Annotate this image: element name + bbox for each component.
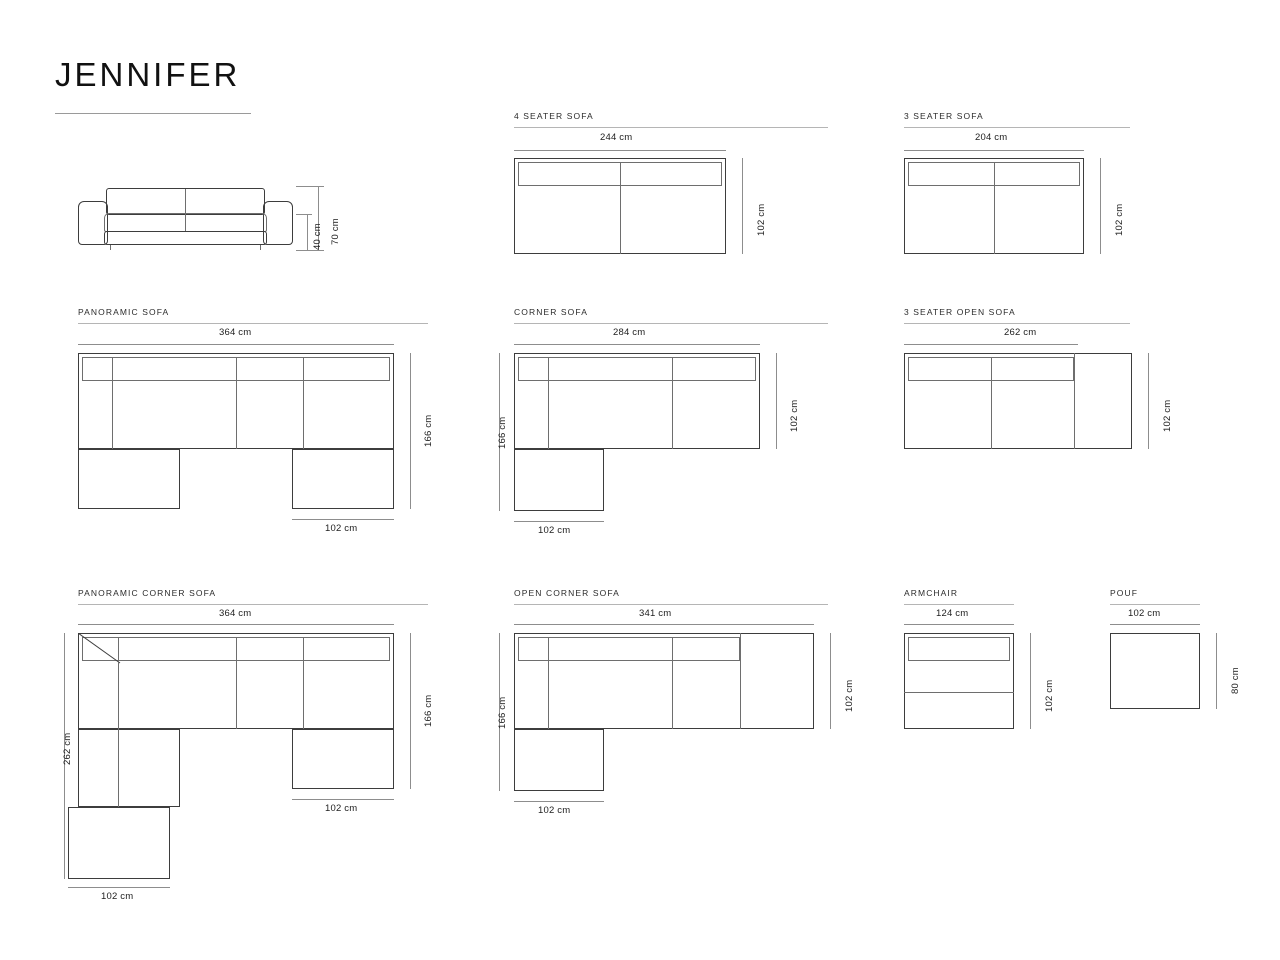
- open-corner-side-depth-label: 166 cm: [497, 696, 508, 729]
- panoramic-back-split-1: [112, 357, 113, 381]
- panoramic-corner-depth-line: [410, 633, 411, 789]
- three-seater-open-seat-split: [991, 381, 992, 449]
- four-seater-back-split: [620, 162, 621, 186]
- open-corner-back-split-2: [672, 637, 673, 661]
- panoramic-seat-split-3: [303, 381, 304, 449]
- panoramic-width-label: 364 cm: [219, 327, 252, 338]
- armchair-depth-label: 102 cm: [1044, 679, 1055, 712]
- corner-width-label: 284 cm: [613, 327, 646, 338]
- title-divider: [55, 113, 251, 114]
- section-label-pouf: POUF: [1110, 588, 1139, 598]
- pouf-depth-line: [1216, 633, 1217, 709]
- panoramic-seat-split-1: [112, 381, 113, 449]
- four-seater-depth-label: 102 cm: [756, 203, 767, 236]
- section-rule-3-seater-open: [904, 323, 1130, 324]
- panoramic-corner-arm-depth-label: 102 cm: [325, 803, 358, 814]
- section-label-panoramic: PANORAMIC SOFA: [78, 307, 170, 317]
- corner-side-depth-label: 166 cm: [497, 416, 508, 449]
- open-corner-width-line: [514, 624, 814, 625]
- panoramic-corner-left-leg: [78, 729, 180, 807]
- section-rule-open-corner: [514, 604, 828, 605]
- three-seater-seat-split: [994, 186, 995, 254]
- open-corner-seat-split-2: [672, 661, 673, 729]
- panoramic-arm-depth-label: 102 cm: [325, 523, 358, 534]
- corner-seat-split-2: [672, 381, 673, 449]
- panoramic-corner-right-chaise: [292, 729, 394, 789]
- panoramic-corner-left-leg-split: [118, 661, 119, 807]
- section-label-3-seater: 3 SEATER SOFA: [904, 111, 984, 121]
- open-corner-backrest: [518, 637, 740, 661]
- corner-back-split-2: [672, 357, 673, 381]
- perspective-seat-tick: [296, 214, 312, 215]
- section-rule-4-seater: [514, 127, 828, 128]
- section-label-4-seater: 4 SEATER SOFA: [514, 111, 594, 121]
- panoramic-right-chaise: [292, 449, 394, 509]
- perspective-height-tick-bottom: [296, 250, 324, 251]
- panoramic-corner-foot-depth-line: [68, 887, 170, 888]
- pouf-width-label: 102 cm: [1128, 608, 1161, 619]
- panoramic-back-split-2: [236, 357, 237, 381]
- four-seater-width-line: [514, 150, 726, 151]
- panoramic-corner-foot-depth-label: 102 cm: [101, 891, 134, 902]
- open-corner-depth-label: 102 cm: [844, 679, 855, 712]
- perspective-height-tick-top: [296, 186, 324, 187]
- three-seater-open-width-label: 262 cm: [1004, 327, 1037, 338]
- perspective-seatheight-line: [307, 214, 308, 250]
- panoramic-corner-diagonal: [78, 633, 122, 665]
- corner-depth-line: [776, 353, 777, 449]
- three-seater-depth-label: 102 cm: [1114, 203, 1125, 236]
- section-rule-3-seater: [904, 127, 1130, 128]
- open-corner-seat-split-1: [548, 661, 549, 729]
- panoramic-width-line: [78, 344, 394, 345]
- panoramic-left-chaise: [78, 449, 180, 509]
- three-seater-open-width-line: [904, 344, 1078, 345]
- perspective-seat-height-label: 40 cm: [312, 223, 323, 250]
- three-seater-depth-line: [1100, 158, 1101, 254]
- perspective-total-height-label: 70 cm: [330, 218, 341, 245]
- seat-split: [185, 214, 186, 231]
- panoramic-corner-back-split-2: [236, 637, 237, 661]
- perspective-sofa-drawing: [78, 185, 293, 250]
- panoramic-corner-depth-label: 166 cm: [423, 694, 434, 727]
- section-rule-corner: [514, 323, 828, 324]
- corner-arm-depth-line: [514, 521, 604, 522]
- panoramic-corner-seat-split-3: [303, 661, 304, 729]
- four-seater-depth-line: [742, 158, 743, 254]
- panoramic-corner-width-line: [78, 624, 394, 625]
- corner-seat-split-1: [548, 381, 549, 449]
- armchair-seat-line: [904, 692, 1014, 693]
- panoramic-corner-side-depth-label: 262 cm: [62, 732, 73, 765]
- section-label-3-seater-open: 3 SEATER OPEN SOFA: [904, 307, 1016, 317]
- panoramic-corner-left-foot: [68, 807, 170, 879]
- sofa-base: [104, 231, 267, 245]
- three-seater-open-depth-label: 102 cm: [1162, 399, 1173, 432]
- section-label-armchair: ARMCHAIR: [904, 588, 959, 598]
- section-rule-pouf: [1110, 604, 1200, 605]
- corner-left-chaise: [514, 449, 604, 511]
- three-seater-back-split: [994, 162, 995, 186]
- sofa-foot-left: [110, 245, 111, 250]
- pouf-outline: [1110, 633, 1200, 709]
- panoramic-depth-line: [410, 353, 411, 509]
- section-rule-armchair: [904, 604, 1014, 605]
- armchair-depth-line: [1030, 633, 1031, 729]
- sofa-foot-right: [260, 245, 261, 250]
- corner-arm-depth-label: 102 cm: [538, 525, 571, 536]
- page-title: JENNIFER: [55, 56, 241, 93]
- panoramic-arm-depth-line: [292, 519, 394, 520]
- panoramic-seat-split-2: [236, 381, 237, 449]
- backrest-split: [185, 189, 186, 214]
- armchair-backrest: [908, 637, 1010, 661]
- three-seater-open-back-split: [991, 357, 992, 381]
- panoramic-corner-back-split-3: [303, 637, 304, 661]
- panoramic-corner-seat-split-2: [236, 661, 237, 729]
- three-seater-width-label: 204 cm: [975, 132, 1008, 143]
- panoramic-back-split-3: [303, 357, 304, 381]
- corner-width-line: [514, 344, 760, 345]
- three-seater-open-depth-line: [1148, 353, 1149, 449]
- corner-backrest: [518, 357, 756, 381]
- armchair-width-label: 124 cm: [936, 608, 969, 619]
- open-corner-width-label: 341 cm: [639, 608, 672, 619]
- section-rule-panoramic-corner: [78, 604, 428, 605]
- open-corner-back-split-1: [548, 637, 549, 661]
- section-label-panoramic-corner: PANORAMIC CORNER SOFA: [78, 588, 217, 598]
- corner-back-split-1: [548, 357, 549, 381]
- panoramic-corner-width-label: 364 cm: [219, 608, 252, 619]
- four-seater-width-label: 244 cm: [600, 132, 633, 143]
- section-rule-panoramic: [78, 323, 428, 324]
- section-label-corner: CORNER SOFA: [514, 307, 588, 317]
- armchair-width-line: [904, 624, 1014, 625]
- pouf-width-line: [1110, 624, 1200, 625]
- open-corner-chaise-split: [740, 633, 741, 729]
- open-corner-arm-depth-label: 102 cm: [538, 805, 571, 816]
- pouf-depth-label: 80 cm: [1230, 667, 1241, 694]
- section-label-open-corner: OPEN CORNER SOFA: [514, 588, 620, 598]
- three-seater-width-line: [904, 150, 1084, 151]
- open-corner-arm-depth-line: [514, 801, 604, 802]
- panoramic-corner-arm-depth-line: [292, 799, 394, 800]
- sofa-right-arm: [263, 201, 293, 245]
- open-corner-left-chaise: [514, 729, 604, 791]
- panoramic-depth-label: 166 cm: [423, 414, 434, 447]
- four-seater-seat-split: [620, 186, 621, 254]
- corner-depth-label: 102 cm: [789, 399, 800, 432]
- open-corner-depth-line: [830, 633, 831, 729]
- three-seater-open-chaise-split: [1074, 353, 1075, 449]
